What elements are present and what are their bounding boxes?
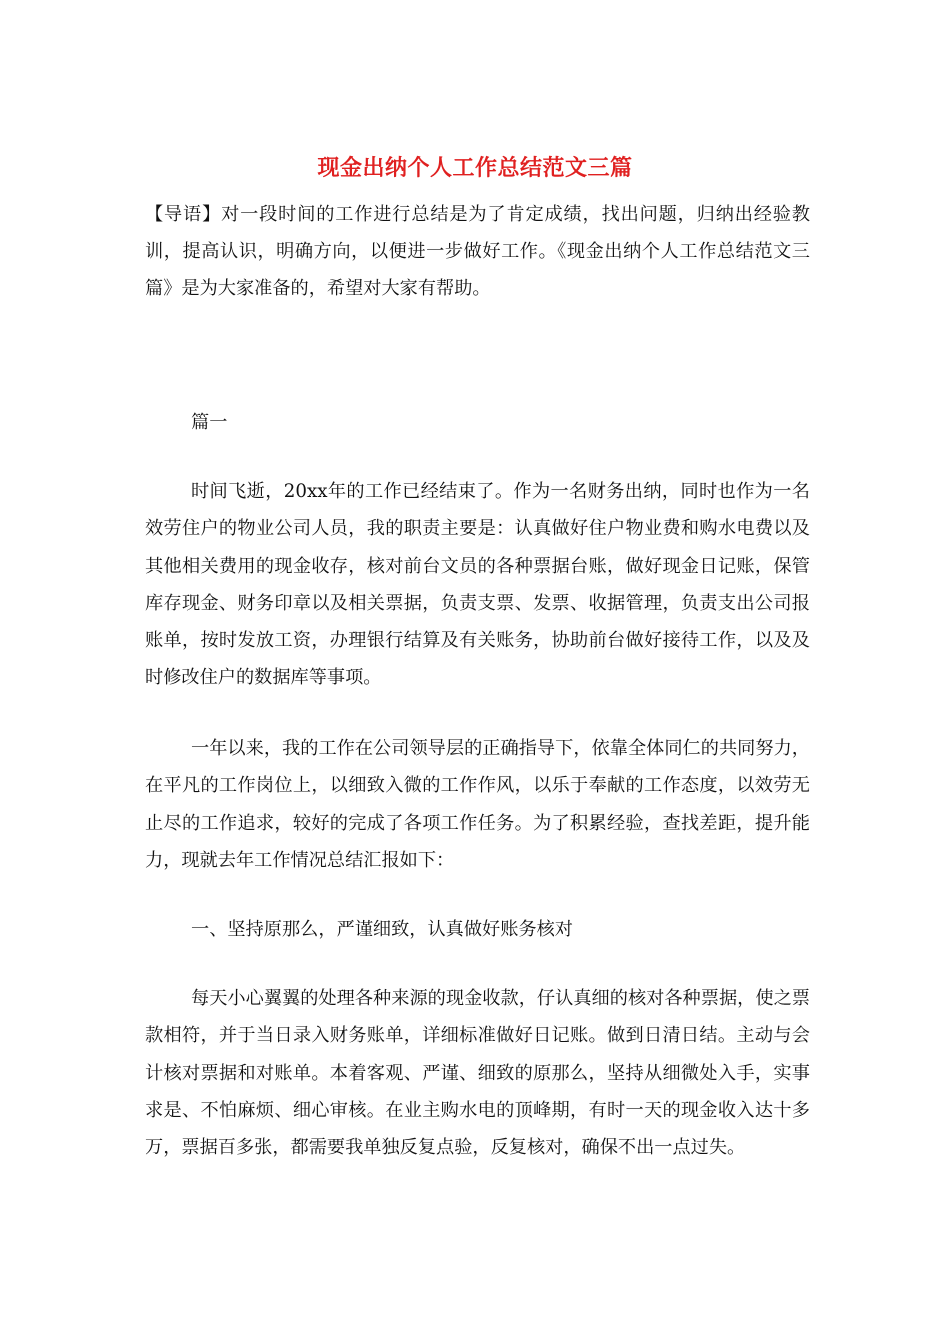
section-label: 篇一 — [191, 412, 228, 433]
body-paragraph-3: 每天小心翼翼的处理各种来源的现金收款，仔认真细的核对各种票据，使之票款相符，并于当日录入财务账单，详细标准做好日记账。做到日清日结。主动与会计核对票据和对账单。本着客观、严谨、细致的原那么，坚持从细微处入手，实事求是、不怕麻烦、细心审核。在业主购水电的顶峰期，有时一天的现金收入达十多万，票据百多张，都需要我单独反复点验，反复核对，确保不出一点过失。 — [145, 988, 810, 1159]
intro-paragraph: 【导语】对一段时间的工作进行总结是为了肯定成绩，找出问题，归纳出经验教训，提高认识，明确方向，以便进一步做好工作。《现金出纳个人工作总结范文三篇》是为大家准备的，希望对大家有帮助。 — [145, 204, 810, 299]
body-paragraph-1: 时间飞逝，20xx年的工作已经结束了。作为一名财务出纳，同时也作为一名效劳住户的物业公司人员，我的职责主要是：认真做好住户物业费和购水电费以及其他相关费用的现金收存，核对前台文员的各种票据台账，做好现金日记账，保管库存现金、财务印章以及相关票据，负责支票、发票、收据管理，负责支出公司报账单，按时发放工资，办理银行结算及有关账务，协助前台做好接待工作，以及及时修改住户的数据库等事项。 — [145, 481, 810, 689]
body-paragraph-2: 一年以来，我的工作在公司领导层的正确指导下，依靠全体同仁的共同努力，在平凡的工作岗位上，以细致入微的工作作风，以乐于奉献的工作态度，以效劳无止尽的工作追求，较好的完成了各项工作任务。为了积累经验，查找差距，提升能力，现就去年工作情况总结汇报如下： — [145, 738, 810, 871]
document-title: 现金出纳个人工作总结范文三篇 — [317, 155, 633, 181]
section-heading-1: 一、坚持原那么，严谨细致，认真做好账务核对 — [191, 919, 573, 940]
